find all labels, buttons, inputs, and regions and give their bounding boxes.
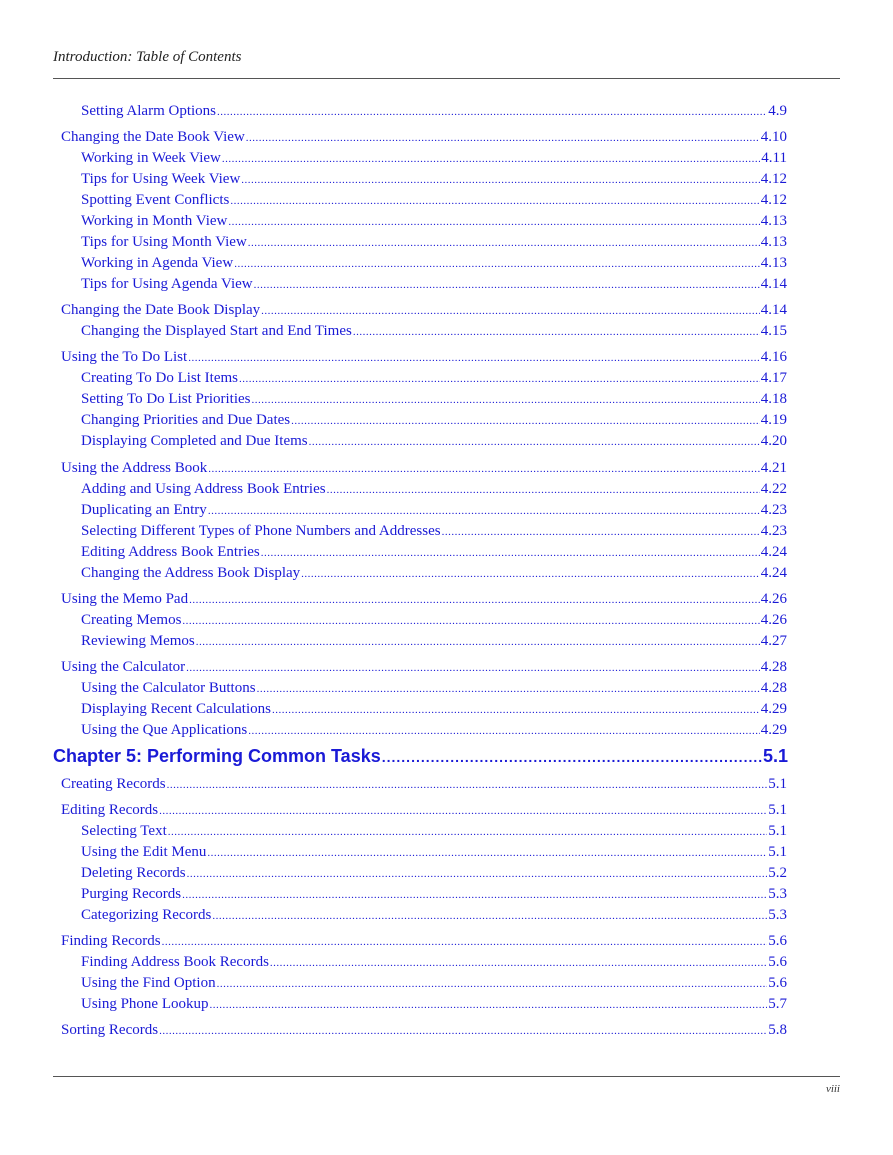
toc-entry[interactable] [81,500,787,521]
toc-entry-page[interactable]: 5.7 [768,996,787,1012]
dot-leader [159,801,767,822]
toc-entry[interactable] [61,800,787,821]
toc-entry-page[interactable]: 4.14 [760,276,787,292]
toc-entry[interactable] [81,699,787,720]
toc-entry-page[interactable]: 5.3 [768,907,787,923]
dot-leader [239,369,760,390]
toc-entry-page[interactable]: 4.28 [760,659,787,675]
dot-leader [234,254,760,275]
dot-leader [222,149,760,170]
toc-entry[interactable] [81,389,787,410]
toc-entry-title[interactable]: Changing Priorities and Due Dates [81,412,291,428]
toc-entry-title[interactable]: Using the Edit Menu [81,844,207,860]
toc-entry[interactable] [81,842,787,863]
toc-entry[interactable] [81,431,787,452]
toc-entry[interactable] [81,631,787,652]
toc-entry[interactable] [81,973,787,994]
toc-entry-page[interactable]: 5.8 [768,1022,787,1038]
toc-entry-page[interactable]: 4.9 [768,103,787,119]
toc-entry[interactable] [81,863,787,884]
toc-entry-title[interactable]: Adding and Using Address Book Entries [81,481,326,497]
toc-entry[interactable] [81,952,787,973]
toc-entry-page[interactable]: 4.12 [760,171,787,187]
toc-entry-page[interactable]: 4.26 [760,612,787,628]
toc-entry-title[interactable]: Deleting Records [81,865,186,881]
dot-leader [207,843,767,864]
dot-leader [217,974,768,995]
dot-leader [382,745,762,769]
dot-leader [182,611,759,632]
toc-entry[interactable] [81,148,787,169]
dot-leader [254,275,760,296]
toc-entry[interactable] [81,101,787,122]
dot-leader [208,459,760,480]
dot-leader [291,411,760,432]
dot-leader [230,191,759,212]
toc-entry[interactable] [81,479,787,500]
toc-entry-page[interactable]: 4.29 [760,701,787,717]
toc-entry-page[interactable]: 4.16 [760,349,787,365]
running-header: Introduction: Table of Contents [53,49,242,65]
dot-leader [208,501,760,522]
toc-entry-title[interactable]: Using the Que Applications [81,722,248,738]
toc-entry-title[interactable]: Sorting Records [61,1022,159,1038]
toc-entry-title[interactable]: Using the Address Book [61,460,208,476]
toc-entry[interactable] [61,931,787,952]
toc-entry[interactable] [81,253,787,274]
dot-leader [210,995,768,1016]
dot-leader [168,822,768,843]
dot-leader [246,128,760,149]
toc-entry-page[interactable]: 5.6 [768,933,787,949]
toc-entry-page[interactable]: 4.10 [760,129,787,145]
dot-leader [212,906,767,927]
dot-leader [187,864,768,885]
dot-leader [442,522,760,543]
toc-entry[interactable] [81,169,787,190]
dot-leader [248,233,760,254]
toc-entry-page[interactable]: 5.2 [768,865,787,881]
dot-leader [196,632,760,653]
toc-entry-title[interactable]: Changing the Date Book View [61,129,245,145]
toc-entry-page[interactable]: 4.13 [760,234,787,250]
toc-entry-page[interactable]: 5.6 [768,975,787,991]
toc-entry-page[interactable]: 4.24 [760,565,787,581]
toc-entry-title[interactable]: Purging Records [81,886,182,902]
toc-entry-title[interactable]: Changing the Date Book Display [61,302,261,318]
toc-entry-page[interactable]: 4.13 [760,255,787,271]
toc-entry-title[interactable]: Creating Memos [81,612,182,628]
dot-leader [228,212,759,233]
toc-entry-title[interactable]: Using the To Do List [61,349,188,365]
toc-entry-page[interactable]: 4.15 [760,323,787,339]
toc-entry-page[interactable]: 4.20 [760,433,787,449]
toc-entry-page[interactable]: 4.19 [760,412,787,428]
dot-leader [248,721,760,742]
toc-entry[interactable] [61,458,787,479]
toc-entry[interactable] [81,884,787,905]
toc-entry-page[interactable]: 4.27 [760,633,787,649]
toc-entry-title[interactable]: Chapter 5: Performing Common Tasks [53,746,381,766]
toc-entry-title[interactable]: Using the Calculator [61,659,186,675]
toc-entry[interactable] [61,347,787,368]
toc-entry[interactable] [81,610,787,631]
toc-entry[interactable] [81,368,787,389]
toc-entry-page[interactable]: 5.1 [762,746,788,766]
toc-entry-title[interactable]: Using the Calculator Buttons [81,680,256,696]
toc-entry-title[interactable]: Displaying Completed and Due Items [81,433,308,449]
toc-entry[interactable] [61,774,787,795]
toc-entry[interactable] [61,1020,787,1041]
toc-entry[interactable] [81,678,787,699]
toc-entry-page[interactable]: 4.14 [760,302,787,318]
toc-entry-title[interactable]: Working in Month View [81,213,228,229]
dot-leader [301,564,760,585]
toc-entry-title[interactable]: Duplicating an Entry [81,502,207,518]
toc-entry-title[interactable]: Setting Alarm Options [81,103,216,119]
toc-entry-page[interactable]: 4.17 [760,370,787,386]
toc-entry[interactable] [81,720,787,741]
toc-entry-title[interactable]: Selecting Different Types of Phone Numbers and Addresses [81,523,441,539]
toc-entry-page[interactable]: 5.1 [768,802,787,818]
toc-entry[interactable] [81,211,787,232]
toc-entry-title[interactable]: Editing Address Book Entries [81,544,260,560]
toc-entry-page[interactable]: 4.22 [760,481,787,497]
toc-entry[interactable] [81,321,787,342]
dot-leader [186,658,760,679]
dot-leader [241,170,759,191]
toc-entry-title[interactable]: Displaying Recent Calculations [81,701,271,717]
toc-entry[interactable] [81,905,787,926]
toc-entry-title[interactable]: Editing Records [61,802,159,818]
toc-entry[interactable] [81,542,787,563]
dot-leader [270,953,767,974]
dot-leader [182,885,767,906]
dot-leader [272,700,760,721]
toc-entry-title[interactable]: Using the Memo Pad [61,591,189,607]
toc-entry-page[interactable]: 4.13 [760,213,787,229]
toc-entry-title[interactable]: Selecting Text [81,823,167,839]
toc-entry[interactable] [61,657,787,678]
toc-entry-page[interactable]: 5.1 [768,823,787,839]
toc-entry-page[interactable]: 4.24 [760,544,787,560]
toc-chapter-entry[interactable] [53,744,788,768]
toc-entry-title[interactable]: Spotting Event Conflicts [81,192,230,208]
dot-leader [261,301,760,322]
toc-entry-title[interactable]: Tips for Using Agenda View [81,276,253,292]
toc-entry-page[interactable]: 5.1 [768,776,787,792]
toc-entry[interactable] [61,589,787,610]
toc-entry-page[interactable]: 4.23 [760,502,787,518]
header-rule [53,78,840,79]
dot-leader [159,1021,767,1042]
dot-leader [217,102,767,123]
toc-entry[interactable] [81,232,787,253]
toc-entry-title[interactable]: Tips for Using Week View [81,171,241,187]
dot-leader [327,480,760,501]
dot-leader [188,348,760,369]
toc-entry-page[interactable]: 4.21 [760,460,787,476]
toc-entry[interactable] [81,190,787,211]
toc-entry[interactable] [81,994,787,1015]
toc-entry-page[interactable]: 5.1 [768,844,787,860]
toc-entry-page[interactable]: 4.29 [760,722,787,738]
toc-entry[interactable] [61,127,787,148]
toc-entry-title[interactable]: Tips for Using Month View [81,234,247,250]
dot-leader [189,590,760,611]
toc-entry-page[interactable]: 4.23 [760,523,787,539]
page-number: viii [825,1083,840,1095]
toc-entry-title[interactable]: Setting To Do List Priorities [81,391,251,407]
toc-entry-title[interactable]: Using the Find Option [81,975,216,991]
toc-entry-title[interactable]: Changing the Displayed Start and End Times [81,323,352,339]
toc-entry-title[interactable]: Creating To Do List Items [81,370,238,386]
toc-entry-title[interactable]: Finding Address Book Records [81,954,269,970]
dot-leader [353,322,760,343]
footer-rule [53,1076,840,1077]
toc-entry[interactable] [61,300,787,321]
toc-entry-title[interactable]: Working in Week View [81,150,221,166]
toc-entry-title[interactable]: Reviewing Memos [81,633,195,649]
toc-entry-page[interactable]: 4.11 [761,150,787,166]
dot-leader [162,932,768,953]
toc-entry[interactable] [81,563,787,584]
toc-entry[interactable] [81,410,787,431]
dot-leader [252,390,760,411]
toc-entry-page[interactable]: 5.3 [768,886,787,902]
toc-entry[interactable] [81,274,787,295]
dot-leader [261,543,760,564]
toc-entry-page[interactable]: 4.26 [760,591,787,607]
dot-leader [167,775,768,796]
dot-leader [309,432,760,453]
toc-entry-page[interactable]: 4.18 [760,391,787,407]
toc-entry-page[interactable]: 5.6 [768,954,787,970]
dot-leader [257,679,760,700]
toc-entry[interactable] [81,821,787,842]
toc-entry-page[interactable]: 4.12 [760,192,787,208]
toc-entry-title[interactable]: Changing the Address Book Display [81,565,301,581]
toc-entry-title[interactable]: Finding Records [61,933,161,949]
toc-entry-title[interactable]: Working in Agenda View [81,255,234,271]
toc-entry-page[interactable]: 4.28 [760,680,787,696]
toc-entry[interactable] [81,521,787,542]
toc-entry-title[interactable]: Categorizing Records [81,907,212,923]
toc-entry-title[interactable]: Using Phone Lookup [81,996,209,1012]
toc-entry-title[interactable]: Creating Records [61,776,166,792]
